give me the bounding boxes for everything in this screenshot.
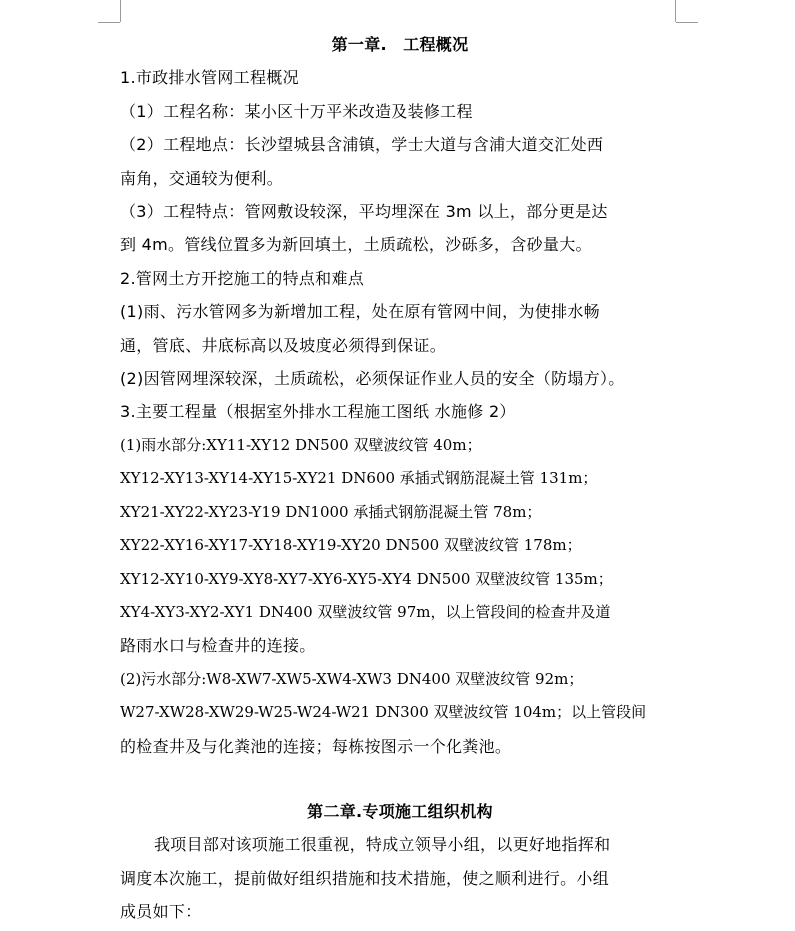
paragraph-line: 路雨水口与检查井的连接。	[120, 636, 316, 656]
paragraph-line: 通，管底、井底标高以及坡度必须得到保证。	[120, 335, 447, 355]
section-2-heading: 2.管网土方开挖施工的特点和难点	[120, 268, 365, 288]
quantity-line: (1)雨水部分:XY11-XY12 DN500 双壁波纹管 40m；	[120, 435, 482, 454]
corner-mark-left-vertical	[120, 0, 121, 22]
corner-mark-left-horizontal	[98, 22, 120, 23]
paragraph-line: （1）工程名称：某小区十万平米改造及装修工程	[120, 101, 473, 121]
paragraph-line: (2)因管网埋深较深，土质疏松，必须保证作业人员的安全（防塌方）。	[120, 369, 625, 389]
section-1-heading: 1.市政排水管网工程概况	[120, 68, 299, 88]
paragraph-line: 南角，交通较为便利。	[120, 168, 284, 188]
section-3-heading: 3.主要工程量（根据室外排水工程施工图纸 水施修 2）	[120, 402, 516, 422]
paragraph-line: 我项目部对该项施工很重视，特成立领导小组，以更好地指挥和	[154, 835, 611, 855]
paragraph-line: 成员如下：	[120, 902, 202, 922]
paragraph-line: 到 4m。管线位置多为新回填土，土质疏松，沙砾多，含砂量大。	[120, 235, 592, 255]
paragraph-line: （2）工程地点：长沙望城县含浦镇，学士大道与含浦大道交汇处西	[120, 135, 604, 155]
quantity-line: XY12-XY10-XY9-XY8-XY7-XY6-XY5-XY4 DN500 双壁波纹管 135m；	[120, 569, 613, 588]
section-spacer	[120, 763, 680, 795]
quantity-line: (2)污水部分:W8-XW7-XW5-XW4-XW3 DN400 双壁波纹管 92m；	[120, 669, 584, 688]
chapter-1-title: 第一章. 工程概况	[331, 35, 469, 54]
quantity-line: XY22-XY16-XY17-XY18-XY19-XY20 DN500 双壁波纹管 178m；	[120, 536, 582, 555]
paragraph-line: 调度本次施工，提前做好组织措施和技术措施，使之顺利进行。小组	[120, 868, 610, 888]
quantity-line: XY4-XY3-XY2-XY1 DN400 双壁波纹管 97m，以上管段间的检查井及道	[120, 602, 611, 621]
corner-mark-right-horizontal	[676, 22, 698, 23]
corner-mark-right-vertical	[675, 0, 676, 22]
quantity-line: XY12-XY13-XY14-XY15-XY21 DN600 承插式钢筋混凝土管 131m；	[120, 469, 598, 488]
quantity-line: XY21-XY22-XY23-Y19 DN1000 承插式钢筋混凝土管 78m；	[120, 502, 542, 521]
paragraph-line: (1)雨、污水管网多为新增加工程，处在原有管网中间，为使排水畅	[120, 302, 600, 322]
paragraph-line: 的检查井及与化粪池的连接；每栋按图示一个化粪池。	[120, 736, 512, 756]
document-body	[120, 28, 680, 929]
chapter-2-title: 第二章.专项施工组织机构	[307, 801, 493, 821]
paragraph-line: （3）工程特点：管网敷设较深，平均埋深在 3m 以上，部分更是达	[120, 202, 608, 222]
quantity-line: W27-XW28-XW29-W25-W24-W21 DN300 双壁波纹管 104m；以上管段间	[120, 703, 647, 722]
